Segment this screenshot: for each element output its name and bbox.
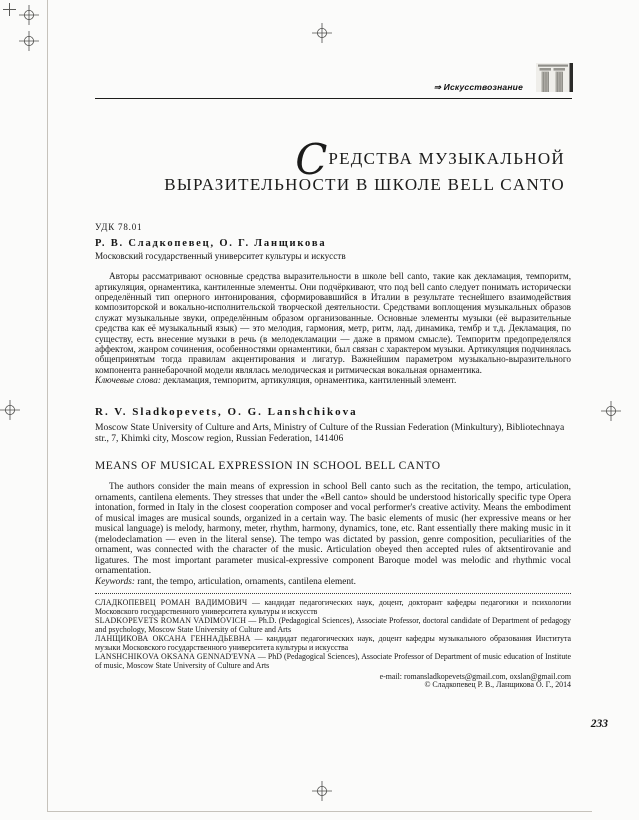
abstract-en-text: The authors consider the main means of expression in school Bell canto such as the recitation, the tempo, articulation, ornaments, cantilena elements. They stresses that under the «Bell canto» should be understood historically specific type Opera intonation, formed in Italy in the closest cooperation composer and vocal performer's creative activity. Means the embodiment of musical images are musical sounds, organized in a certain way. The basic elements of music (her expressive means or her musical language) is melody, harmony, meter, rhythm, harmony, dynamics, tone, etc. Rant essentially there making music in it (melodeclamation — even in the literal sense). The tempo was dictated by passion, genre composition, peculiarities of the ornament, was connected with the character of the music. Articulation obeyed then accepted rules of aktsentirovanie and ligatures. The most important parameter musical-expressive component Baroque model was melodic and rhythmic vocal ornamentation. — [95, 482, 571, 577]
header-rule — [95, 98, 572, 99]
dotted-separator — [95, 593, 571, 594]
bio-text: — кандидат педагогических наук, доцент кафедры музыкального образования Института музыки Московского государственного университета культуры и искусства — [95, 633, 571, 652]
bio-name: SLADKOPEVETS ROMAN VADIMOVICH — [95, 616, 247, 626]
running-head — [95, 82, 571, 93]
registration-mark-icon — [312, 23, 332, 43]
registration-mark-icon — [19, 5, 39, 25]
abstract-en — [95, 482, 571, 587]
bio-name: LANSHCHIKOVA OKSANA GENNAD'EVNA — [95, 651, 256, 661]
page-edge-line-left — [47, 0, 48, 812]
keywords-en-label: Keywords: — [95, 576, 135, 587]
title-line-1 — [95, 135, 565, 184]
bio-item — [95, 599, 571, 617]
udk-code: УДК 78.01 — [95, 222, 143, 233]
page-number: 233 — [590, 718, 608, 730]
bio-item — [95, 617, 571, 635]
bio-name: ЛАНЩИКОВА ОКСАНА ГЕННАДЬЕВНА — [95, 633, 251, 643]
page-edge-line-bottom — [47, 811, 592, 812]
title-line-2: ВЫРАЗИТЕЛЬНОСТИ В ШКОЛЕ BELL CANTO — [164, 175, 565, 194]
article-content — [95, 135, 572, 690]
registration-mark-icon — [312, 781, 332, 801]
registration-mark-icon — [0, 400, 20, 420]
author-bios — [95, 599, 571, 670]
authors-ru: Р. В. Сладкопевец, О. Г. Ланщикова — [95, 238, 327, 250]
article-title-ru — [95, 135, 571, 195]
article-title-en: MEANS OF MUSICAL EXPRESSION IN SCHOOL BELL CANTO — [95, 460, 441, 473]
keywords-en-list: rant, the tempo, articulation, ornaments, cantilena element. — [134, 576, 356, 587]
abstract-ru — [95, 271, 571, 385]
bio-text: — Ph.D. (Pedagogical Sciences), Associate Professor, doctoral candidate of Department of pedagogy and psychology, Moscow State University of Culture and Arts — [95, 616, 571, 634]
registration-mark-icon — [19, 31, 39, 51]
keywords-ru — [95, 375, 571, 385]
abstract-ru-text: Авторы рассматривают основные средства выразительности в школе bell canto, такие как декламация, темпоритм, артикуляция, орнаментика, кантиленные элементы. Они подчёркивают, что под bell canto следует понимать исторически определённый тип оперного интонирования, сформировавшийся в Италии в результате теснейшего взаимодействия композиторской и вокально-исполнительской творческой деятельности. Средствами воплощения музыкальных образов служат музыкальные звуки, определённым образом организованные. Основные элементы музыки (её выразительные средства как её музыкальный язык) — это мелодия, гармония, метр, ритм, лад, динамика, тембр и т.д. Декламация, по существу, есть внесение музыки в речь (в мелодекламации — даже в прямом смысле). Темпоритм предопределялся аффектом, жанром сочинения, особенностями орнаментики, был связан с характером музыки. Артикуляция подчинялась общепринятым тогда правилам акцентирования и лигатур. Важнейшим параметром музыкально-выразительного компонента раннебарочной модели являлась мелодическая и ритмическая вокальная орнаментика. — [95, 271, 571, 375]
bio-text: — PhD (Pedagogical Sciences), Associate Professor of Department of music education of Institute of music, Moscow State University of Culture and Arts — [95, 651, 571, 670]
bio-item — [95, 653, 571, 671]
authors-en: R. V. Sladkopevets, O. G. Lanshchikova — [95, 405, 358, 418]
copyright-line: © Сладкопевец Р. В., Ланщикова О. Г., 2014 — [424, 680, 571, 690]
bio-item — [95, 635, 571, 653]
email-line: e-mail: romansladkopevets@gmail.com, oxslan@gmail.com — [379, 671, 571, 681]
bio-text: — кандидат педагогических наук, доцент, докторант кафедры педагогики и психологии Московского государственного университета культуры и искусств — [95, 598, 572, 617]
keywords-ru-label: Ключевые слова: — [95, 375, 161, 386]
columns-ornament-icon — [536, 63, 573, 92]
keywords-ru-list: декламация, темпоритм, артикуляция, орнаментика, кантиленный элемент. — [160, 375, 457, 386]
crop-mark-icon — [9, 3, 10, 16]
title-dropcap: С — [295, 135, 328, 184]
title-line1-text: РЕДСТВА МУЗЫКАЛЬНОЙ — [328, 149, 565, 168]
affiliation-ru: Московский государственный университет культуры и искусств — [95, 251, 346, 262]
affiliation-en: Moscow State University of Culture and Arts, Ministry of Culture of the Russian Federation (Minkultury), Bibliotechnaya str., 7, Khimki city, Moscow region, Russian Federation, 141406 — [95, 421, 565, 444]
registration-mark-icon — [601, 401, 621, 421]
bio-name: СЛАДКОПЕВЕЦ РОМАН ВАДИМОВИЧ — [95, 598, 248, 608]
keywords-en — [95, 577, 571, 588]
section-label: ⇒ Искусствознание — [433, 82, 523, 92]
